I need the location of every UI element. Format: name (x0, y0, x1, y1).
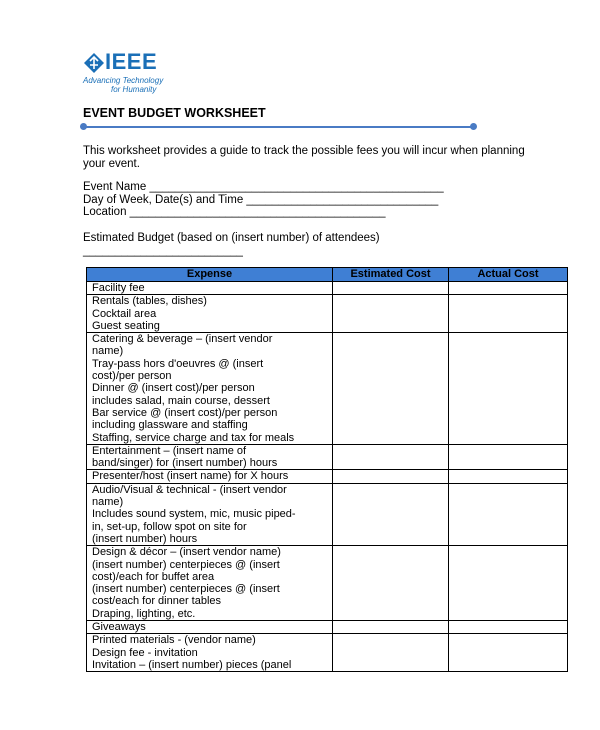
expense-line: Catering & beverage – (insert vendor (92, 333, 273, 346)
table-row (87, 333, 568, 445)
expense-line: Dinner @ (insert cost)/per person (92, 382, 255, 395)
estimated-cost-cell[interactable] (333, 295, 449, 333)
expense-line: Design fee - invitation (92, 646, 198, 659)
estimated-budget-field[interactable]: _________________________ (83, 245, 243, 257)
actual-cost-cell[interactable] (449, 295, 568, 333)
expense-cell (87, 333, 333, 445)
estimated-cost-cell[interactable] (333, 546, 449, 621)
estimated-cost-cell[interactable] (333, 470, 449, 483)
expense-cell (87, 470, 333, 483)
expense-line: Presenter/host (insert name) for X hours (92, 470, 289, 483)
expense-line: cost/each for dinner tables (92, 595, 222, 608)
expense-line: Giveaways (92, 621, 146, 634)
expense-line: name) (92, 496, 124, 509)
budget-table (86, 267, 568, 672)
expense-line: Guest seating (92, 319, 160, 332)
expense-cell (87, 546, 333, 621)
expense-line: Cocktail area (92, 307, 157, 320)
estimated-cost-cell[interactable] (333, 483, 449, 545)
logo-tagline-1: Advancing Technology (83, 76, 164, 85)
expense-line: Includes sound system, mic, music piped- (92, 508, 296, 521)
expense-line: including glassware and staffing (92, 419, 248, 432)
actual-cost-cell[interactable] (449, 444, 568, 470)
actual-cost-cell[interactable] (449, 282, 568, 295)
expense-line: includes salad, main course, dessert (92, 394, 270, 407)
estimated-cost-cell[interactable] (333, 444, 449, 470)
table-row (87, 621, 568, 634)
estimated-cost-cell[interactable] (333, 333, 449, 445)
logo-name: IEEE (105, 49, 158, 74)
ieee-diamond-icon (83, 52, 105, 74)
estimated-cost-cell[interactable] (333, 634, 449, 672)
estimated-cost-cell[interactable] (333, 282, 449, 295)
expense-line: (insert number) hours (92, 532, 198, 545)
header-actual-cost: Actual Cost (449, 268, 568, 282)
expense-line: Draping, lighting, etc. (92, 607, 196, 620)
table-row (87, 470, 568, 483)
expense-line: cost)/per person (92, 370, 172, 383)
rule-dot-left (80, 123, 87, 130)
document-title: EVENT BUDGET WORKSHEET (83, 106, 266, 120)
expense-line: (insert number) centerpieces @ (insert (92, 583, 280, 596)
intro-paragraph: This worksheet provides a guide to track the possible fees you will incur when planning your event. (83, 145, 525, 170)
expense-line: (insert number) centerpieces @ (insert (92, 558, 280, 571)
table-header-row (87, 268, 568, 282)
expense-line: cost)/each for buffet area (92, 570, 215, 583)
expense-line: Facility fee (92, 282, 145, 294)
expense-cell (87, 483, 333, 545)
event-fields (83, 181, 444, 219)
expense-line: Tray-pass hors d'oeuvres @ (insert (92, 357, 264, 370)
rule-dot-right (470, 123, 477, 130)
estimated-budget-label: Estimated Budget (based on (insert number) of attendees) (83, 232, 380, 244)
actual-cost-cell[interactable] (449, 483, 568, 545)
actual-cost-cell[interactable] (449, 470, 568, 483)
table-row (87, 282, 568, 295)
header-expense: Expense (87, 268, 333, 282)
expense-cell (87, 634, 333, 672)
logo-tagline-2: for Humanity (111, 85, 157, 94)
expense-cell (87, 444, 333, 470)
expense-line: Invitation – (insert number) pieces (panel (92, 658, 292, 671)
expense-line: Staffing, service charge and tax for meals (92, 431, 295, 444)
expense-line: Design & décor – (insert vendor name) (92, 546, 281, 559)
event-name-field[interactable]: Event Name ______________________________________________ (83, 181, 444, 193)
event-date-field[interactable]: Day of Week, Date(s) and Time ______________________________ (83, 193, 439, 206)
logo-tagline (83, 76, 173, 94)
expense-cell (87, 282, 333, 295)
actual-cost-cell[interactable] (449, 634, 568, 672)
actual-cost-cell[interactable] (449, 546, 568, 621)
estimated-budget (83, 232, 380, 258)
header-estimated-cost: Estimated Cost (333, 268, 449, 282)
actual-cost-cell[interactable] (449, 621, 568, 634)
table-row (87, 483, 568, 545)
table-row (87, 634, 568, 672)
expense-line: Printed materials - (vendor name) (92, 634, 256, 647)
expense-line: Entertainment – (insert name of (92, 444, 247, 457)
table-row (87, 546, 568, 621)
ieee-logo (83, 50, 193, 98)
expense-cell (87, 621, 333, 634)
expense-line: in, set-up, follow spot on site for (92, 520, 247, 533)
event-location-field[interactable]: Location ________________________________________ (83, 206, 386, 218)
estimated-cost-cell[interactable] (333, 621, 449, 634)
title-rule (83, 126, 473, 128)
expense-line: Bar service @ (insert cost)/per person (92, 406, 278, 419)
expense-line: Rentals (tables, dishes) (92, 295, 207, 308)
expense-line: name) (92, 345, 124, 358)
actual-cost-cell[interactable] (449, 333, 568, 445)
expense-line: Audio/Visual & technical - (insert vendor (92, 483, 287, 496)
table-row (87, 295, 568, 333)
expense-cell (87, 295, 333, 333)
expense-line: band/singer) for (insert number) hours (92, 457, 278, 470)
table-row (87, 444, 568, 470)
